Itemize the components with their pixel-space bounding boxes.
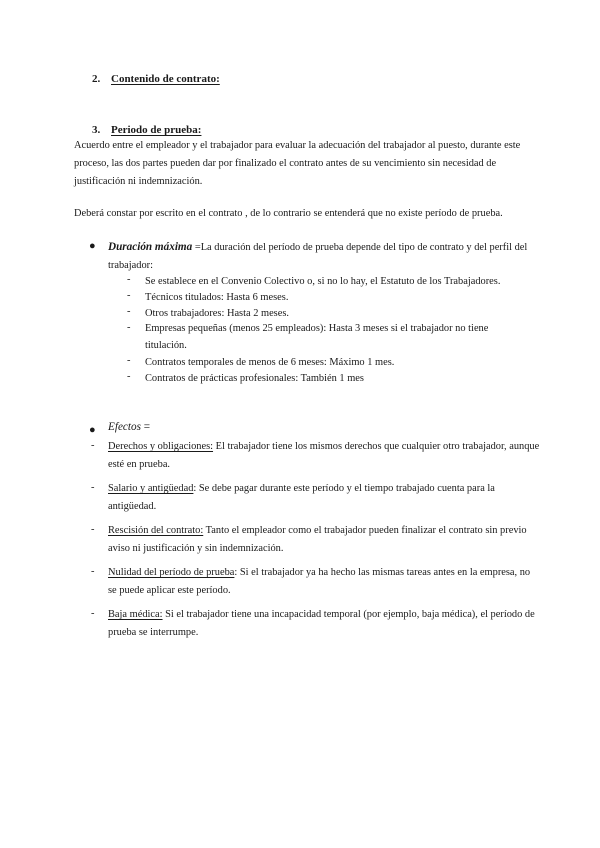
- dash-icon: -: [127, 290, 131, 301]
- efectos-item-term: Baja médica:: [108, 609, 163, 620]
- efectos-item-text: El trabajador tiene los mismos derechos que cualquier otro trabajador, aunque esté en prueba.: [108, 441, 540, 470]
- efectos-bullet-icon: ●: [89, 424, 96, 436]
- section-2-number: 2.: [92, 73, 101, 85]
- duracion-item: Técnicos titulados: Hasta 6 meses.: [145, 292, 289, 303]
- efectos-item-term: Derechos y obligaciones:: [108, 441, 214, 452]
- duracion-item: Empresas pequeñas (menos 25 empleados): Hasta 3 meses si el trabajador no tiene titulación.: [145, 323, 489, 351]
- dash-icon: -: [127, 322, 131, 333]
- dash-icon: -: [127, 371, 131, 382]
- duracion-paragraph: [108, 239, 540, 274]
- efectos-item: [108, 564, 540, 599]
- section-2-title: Contenido de contrato:: [111, 73, 220, 85]
- duracion-label: Duración máxima: [108, 241, 193, 253]
- section-3-note: Deberá constar por escrito en el contrato , de lo contrario se entenderá que no existe período de prueba.: [74, 208, 503, 219]
- efectos-item: [108, 438, 540, 473]
- dash-icon: -: [91, 524, 95, 535]
- efectos-item-term: Rescisión del contrato:: [108, 525, 204, 536]
- dash-icon: -: [91, 566, 95, 577]
- dash-icon: -: [127, 274, 131, 285]
- section-3-title: Periodo de prueba:: [111, 124, 202, 136]
- dash-icon: -: [91, 608, 95, 619]
- efectos-suffix: =: [140, 421, 151, 433]
- efectos-item-term: Nulidad del período de prueba: [108, 567, 235, 578]
- duracion-bullet-icon: ●: [89, 240, 96, 252]
- efectos-item-text: Si el trabajador tiene una incapacidad temporal (por ejemplo, baja médica), el período de prueba se interrumpe.: [108, 609, 535, 638]
- duracion-item: Contratos de prácticas profesionales: También 1 mes: [145, 373, 364, 384]
- efectos-item: [108, 480, 528, 515]
- dash-icon: -: [91, 440, 95, 451]
- dash-icon: -: [127, 306, 131, 317]
- section-3-intro: Acuerdo entre el empleador y el trabajador para evaluar la adecuación del trabajador al puesto, durante este proceso, las dos partes pueden dar por finalizado el contrato antes de su vencimiento sin necesidad de justificación ni indemnización.: [74, 140, 521, 187]
- dash-icon: -: [127, 355, 131, 366]
- efectos-item: [108, 606, 544, 641]
- dash-icon: -: [91, 482, 95, 493]
- efectos-item-text: : Si el trabajador ya ha hecho las mismas tareas antes en la empresa, no se puede aplicar este período.: [108, 567, 531, 596]
- efectos-item-term: Salario y antigüedad: [108, 483, 194, 494]
- section-2-heading: [92, 73, 220, 85]
- efectos-heading: [108, 421, 150, 433]
- section-3-number: 3.: [92, 124, 101, 136]
- duracion-item: Contratos temporales de menos de 6 meses: Máximo 1 mes.: [145, 357, 395, 368]
- section-3-heading: [92, 124, 201, 136]
- duracion-item: Otros trabajadores: Hasta 2 meses.: [145, 308, 289, 319]
- duracion-text: =La duración del período de prueba depende del tipo de contrato y del perfil del trabajador:: [108, 242, 528, 271]
- duracion-item: Se establece en el Convenio Colectivo o, si no lo hay, el Estatuto de los Trabajadores.: [145, 276, 501, 287]
- efectos-label: Efectos: [108, 421, 141, 433]
- efectos-item-text: Tanto el empleador como el trabajador pueden finalizar el contrato sin previo aviso ni justificación y sin indemnización.: [108, 525, 527, 554]
- efectos-item: [108, 522, 528, 557]
- efectos-item-text: : Se debe pagar durante este período y el tiempo trabajado cuenta para la antigüedad.: [108, 483, 495, 512]
